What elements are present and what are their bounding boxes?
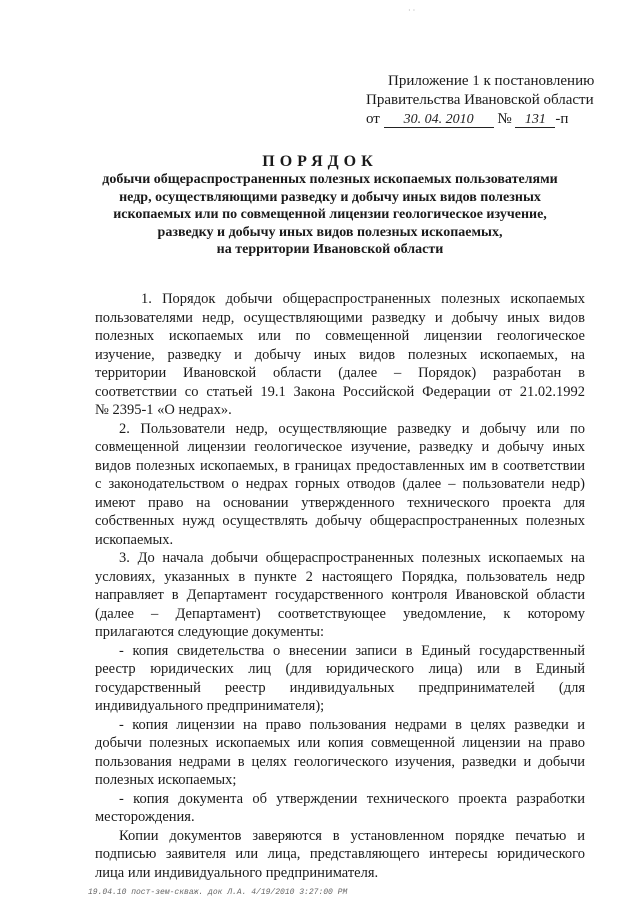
text-line: месторождения. xyxy=(95,809,195,825)
text-line: имеют право на основании утвержденного технического проекта для xyxy=(95,494,585,511)
text-line: добычи полезных ископаемых или копия совмещенной лицензии на право xyxy=(95,735,585,751)
text-line: лица или индивидуального предпринимателя. xyxy=(95,864,379,881)
text-line: с законодательством о недрах горных отводов (далее – пользователи недр) xyxy=(95,476,585,492)
text-line: Копии документов заверяются в установленном порядке печатью и xyxy=(119,827,585,844)
subtitle-line: на территории Ивановской области xyxy=(216,242,444,257)
text-line: соответствии со статьей 19.1 Закона Российской Федерации от 21.02.1992 xyxy=(95,383,585,400)
file-path-footer: 19.04.10 пост-зем-скваж. док Л.А. 4/19/2010 3:27:00 PM xyxy=(88,888,348,897)
document-title: ПОРЯДОК xyxy=(262,153,378,170)
text-line: пользователями недр, осуществляющими разведку и добычу иных видов xyxy=(95,309,585,326)
handwritten-date: 30. 04. 2010 xyxy=(384,112,494,128)
subtitle-line: ископаемых или по совмещенной лицензии геологическое изучение, xyxy=(113,207,547,222)
scan-mark: · · xyxy=(408,6,416,15)
text-line: изучение, разведку и добычу иных видов полезных ископаемых, на xyxy=(95,346,585,363)
date-prefix: от xyxy=(366,111,380,127)
subtitle-line: разведку и добычу иных видов полезных ископаемых, xyxy=(157,224,503,240)
list-item-project xyxy=(95,790,585,827)
document-subtitle xyxy=(90,171,570,259)
paragraph-1 xyxy=(95,290,585,420)
number-sign: № xyxy=(497,111,512,127)
handwritten-number: 131 xyxy=(515,112,555,128)
text-line: прилагаются следующие документы: xyxy=(95,624,325,640)
text-line: - копия лицензии на право пользования недрами в целях разведки и xyxy=(119,716,585,733)
paragraph-2 xyxy=(95,420,585,550)
text-line: 3. До начала добычи общераспространенных полезных ископаемых на xyxy=(119,550,585,566)
appendix-date-number-line xyxy=(366,110,616,129)
text-line: государственный реестр индивидуальных предпринимателей (для xyxy=(95,679,585,696)
text-line: полезных ископаемых или по совмещенной лицензии геологическое xyxy=(95,328,585,344)
paragraph-copies xyxy=(95,827,585,883)
text-line: (далее – Департамент) соответствующее уведомление, к которому xyxy=(95,605,585,622)
text-line: совмещенной лицензии геологическое изучение, разведку и добычу иных xyxy=(95,439,585,455)
subtitle-line: добычи общераспространенных полезных ископаемых пользователями xyxy=(102,172,558,187)
text-line: индивидуального предпринимателя); xyxy=(95,698,325,714)
paragraph-3 xyxy=(95,549,585,642)
text-line: условиях, указанных в пункте 2 настоящего Порядка, пользователь недр xyxy=(95,568,585,585)
appendix-line-2: Правительства Ивановской области xyxy=(366,92,594,108)
text-line: реестр юридических лиц (для юридического лица) или в Единый xyxy=(95,661,585,677)
list-item-license xyxy=(95,716,585,790)
list-item-certificate xyxy=(95,642,585,716)
text-line: собственных нужд осуществлять добычу общераспространенных полезных xyxy=(95,513,585,529)
text-line: - копия свидетельства о внесении записи в Единый государственный xyxy=(119,642,585,659)
text-line: 1. Порядок добычи общераспространенных полезных ископаемых xyxy=(141,291,585,307)
number-suffix: -п xyxy=(555,111,569,127)
document-body xyxy=(95,290,585,882)
text-line: территории Ивановской области (далее – Порядок) разработан в xyxy=(95,365,585,381)
text-line: ископаемых. xyxy=(95,531,174,548)
text-line: подписью заявителя или лица, представляющего интересы юридического xyxy=(95,846,585,862)
text-line: направляет в Департамент государственного контроля Ивановской области xyxy=(95,587,585,603)
subtitle-line: недр, осуществляющими разведку и добычу иных видов полезных xyxy=(119,189,541,205)
text-line: видов полезных ископаемых, в границах предоставленных им в соответствии xyxy=(95,457,585,474)
text-line: пользования недрами в целях геологического изучения, разведки и добычи xyxy=(95,753,585,770)
appendix-header xyxy=(366,72,616,129)
text-line: 2. Пользователи недр, осуществляющие разведку и добычу или по xyxy=(119,420,585,437)
text-line: полезных ископаемых; xyxy=(95,772,237,788)
appendix-line-1: Приложение 1 к постановлению xyxy=(388,73,595,89)
text-line: № 2395-1 «О недрах». xyxy=(95,402,232,418)
text-line: - копия документа об утверждении технического проекта разработки xyxy=(119,790,585,807)
